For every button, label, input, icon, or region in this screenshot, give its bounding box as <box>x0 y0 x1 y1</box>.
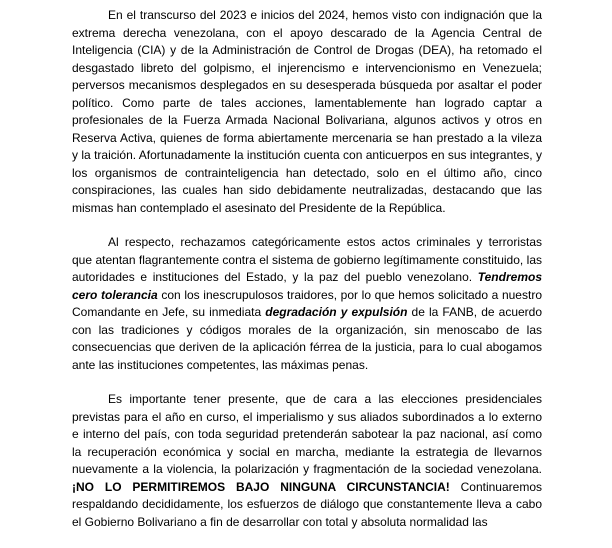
paragraph-2-text-2: con los inescrupulosos traidores, por lo que hemos solicitado a nuestro Comandante en Jefe, su inmediata <box>72 287 542 319</box>
paragraph-2-text-1: Al respecto, rechazamos categóricamente estos actos criminales y terroristas que atentan flagrantemente contra el sistema de gobierno legítimamente constituido, las autoridades e instituciones del Estado, y la paz del pueblo venezolano. <box>72 235 542 284</box>
paragraph-2 <box>72 234 542 374</box>
paragraph-2-emphasis-2: degradación y expulsión <box>265 305 408 319</box>
paragraph-3-text-2: Continuaremos respaldando decididamente, los esfuerzos de diálogo que constantemente lleva a cabo el Gobierno Bolivariano a fin de desarrollar con total y absoluta normalidad las <box>72 479 542 529</box>
paragraph-2-text-3: de la FANB, de acuerdo con las tradiciones y códigos morales de la organización, sin menoscabo de las consecuencias que deriven de la aplicación férrea de la justicia, para lo cual abogamos ante las instituciones competentes, las máximas penas. <box>72 305 543 372</box>
paragraph-1-text: En el transcurso del 2023 e inicios del 2024, hemos visto con indignación que la extrema derecha venezolana, con el apoyo descarado de la Agencia Central de Inteligencia (CIA) y de la Administración de Control de Drogas (DEA), ha retomado el desgastado libreto del golpismo, el injerencismo e intervencionismo en Venezuela; perversos mecanismos desplegados en su desesperada búsqueda por asaltar el poder político. Como parte de tales acciones, lamentablemente han logrado captar a profesionales de la Fuerza Armada Nacional Bolivariana, algunos activos y otros en Reserva Activa, quienes de forma abiertamente mercenaria se han prestado a la vileza y la traición. Afortunadamente la institución cuenta con anticuerpos en sus integrantes, y los organismos de contrainteligencia han detectado, solo en el último año, cinco conspiraciones, las cuales han sido debidamente neutralizadas, destacando que las mismas han contemplado el asesinato del Presidente de la República. <box>72 8 542 215</box>
document-page <box>72 7 542 548</box>
paragraph-3-text-1: Es importante tener presente, que de cara a las elecciones presidenciales previstas para el año en curso, el imperialismo y sus aliados subordinados a lo externo e interno del país, con toda seguridad pretenderán sabotear la paz nacional, así como la recuperación económica y social en marcha, mediante la estrategia de llevarnos nuevamente a la violencia, la polarización y fragmentación de la sociedad venezolana. <box>72 392 542 476</box>
paragraph-1 <box>72 7 542 217</box>
paragraph-3 <box>72 391 542 531</box>
paragraph-3-exclamation: ¡NO LO PERMITIREMOS BAJO NINGUNA CIRCUNSTANCIA! <box>72 479 450 494</box>
paragraph-2-emphasis-1: Tendremos cero tolerancia <box>72 270 542 302</box>
